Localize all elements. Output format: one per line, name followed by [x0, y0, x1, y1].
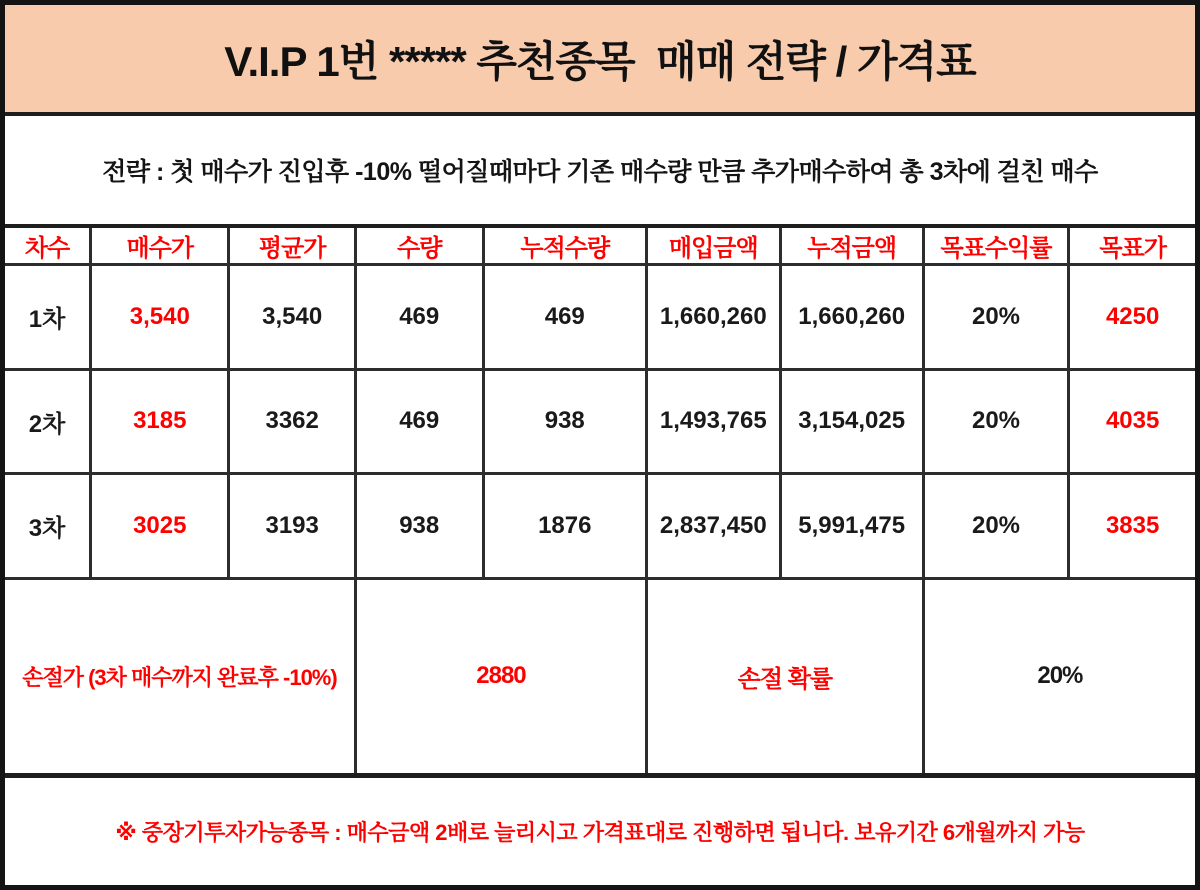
stop-loss-probability-value: 20% — [923, 578, 1195, 773]
table-row-round-1 — [5, 265, 1195, 370]
cell-qty: 938 — [355, 474, 483, 579]
cell-buy-price: 3,540 — [91, 265, 229, 370]
cell-target-return: 20% — [923, 474, 1069, 579]
col-header-purchase-amount: 매입금액 — [646, 228, 780, 265]
cell-round: 3차 — [5, 474, 91, 579]
col-header-target-return: 목표수익률 — [923, 228, 1069, 265]
cell-round: 2차 — [5, 369, 91, 474]
col-header-cum-qty: 누적수량 — [483, 228, 646, 265]
col-header-avg-price: 평균가 — [229, 228, 355, 265]
cell-buy-price: 3185 — [91, 369, 229, 474]
cell-avg-price: 3,540 — [229, 265, 355, 370]
cell-cum-amount: 3,154,025 — [780, 369, 923, 474]
cell-round: 1차 — [5, 265, 91, 370]
title-banner — [5, 5, 1195, 116]
page-title: V.I.P 1번 ***** 추천종목 매매 전략 / 가격표 — [224, 37, 976, 85]
cell-cum-amount: 1,660,260 — [780, 265, 923, 370]
col-header-qty: 수량 — [355, 228, 483, 265]
col-header-target-price: 목표가 — [1069, 228, 1195, 265]
cell-qty: 469 — [355, 265, 483, 370]
footnote-band — [5, 773, 1195, 885]
cell-purchase-amount: 1,660,260 — [646, 265, 780, 370]
cell-avg-price: 3193 — [229, 474, 355, 579]
table-row-round-3 — [5, 474, 1195, 579]
cell-cum-qty: 469 — [483, 265, 646, 370]
cell-avg-price: 3362 — [229, 369, 355, 474]
stop-loss-price: 2880 — [355, 578, 646, 773]
price-table-wrap — [5, 228, 1195, 773]
cell-purchase-amount: 1,493,765 — [646, 369, 780, 474]
cell-purchase-amount: 2,837,450 — [646, 474, 780, 579]
table-row-round-2 — [5, 369, 1195, 474]
cell-target-price: 4250 — [1069, 265, 1195, 370]
cell-target-price: 4035 — [1069, 369, 1195, 474]
cell-target-return: 20% — [923, 369, 1069, 474]
col-header-round: 차수 — [5, 228, 91, 265]
cell-cum-qty: 938 — [483, 369, 646, 474]
cell-qty: 469 — [355, 369, 483, 474]
header-row — [5, 228, 1195, 265]
strategy-note: 전략 : 첫 매수가 진입후 -10% 떨어질때마다 기존 매수량 만큼 추가매수하여 총 3차에 걸친 매수 — [102, 158, 1098, 186]
stop-loss-label: 손절가 (3차 매수까지 완료후 -10%) — [5, 578, 355, 773]
strategy-band — [5, 116, 1195, 228]
stop-loss-probability-label: 손절 확률 — [646, 578, 923, 773]
col-header-buy-price: 매수가 — [91, 228, 229, 265]
cell-cum-amount: 5,991,475 — [780, 474, 923, 579]
stop-loss-row — [5, 578, 1195, 773]
price-table — [5, 228, 1195, 773]
cell-target-price: 3835 — [1069, 474, 1195, 579]
cell-target-return: 20% — [923, 265, 1069, 370]
col-header-cum-amount: 누적금액 — [780, 228, 923, 265]
cell-cum-qty: 1876 — [483, 474, 646, 579]
cell-buy-price: 3025 — [91, 474, 229, 579]
footnote-text: ※ 중장기투자가능종목 : 매수금액 2배로 늘리시고 가격표대로 진행하면 됩니다. 보유기간 6개월까지 가능 — [115, 820, 1085, 845]
